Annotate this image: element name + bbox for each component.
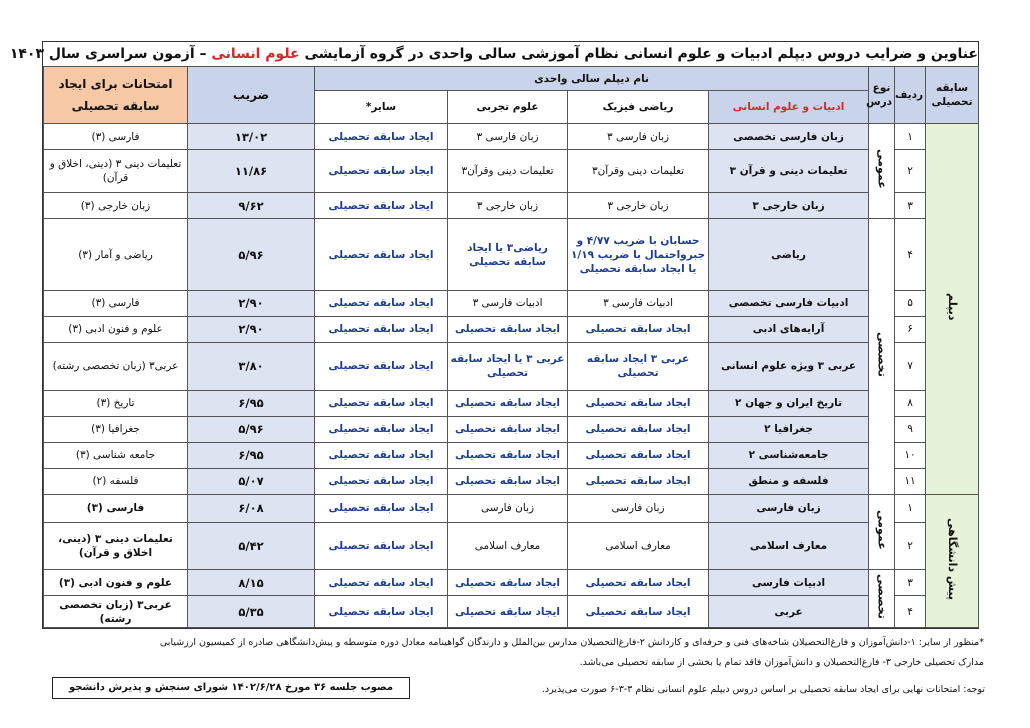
cell-other: ایجاد سابقه تحصیلی — [315, 124, 448, 150]
cell-coef: ۵/۳۵ — [188, 596, 315, 628]
cell-math: عربی ۳ ایجاد سابقه تحصیلی — [568, 342, 709, 390]
cell-humanities: عربی — [709, 596, 869, 628]
group-diploma — [926, 124, 979, 495]
cell-math: ایجاد سابقه تحصیلی — [568, 570, 709, 596]
cell-bio: زبان خارجی ۳ — [448, 193, 568, 219]
cell-exam: فارسی (۳) — [44, 494, 188, 522]
type-specialized-label: تخصصی — [875, 332, 889, 377]
table-row — [44, 442, 979, 468]
table-row — [44, 219, 979, 291]
row-number: ۳ — [895, 193, 926, 219]
cell-other: ایجاد سابقه تحصیلی — [315, 468, 448, 494]
cell-coef: ۶/۹۵ — [188, 390, 315, 416]
cell-coef: ۸/۱۵ — [188, 570, 315, 596]
table-row — [44, 596, 979, 628]
cell-math: حسابان با ضریب ۴/۷۷ و جبرواحتمال با ضریب ۱/۱۹ یا ایجاد سابقه تحصیلی — [568, 219, 709, 291]
header-row-no: ردیف — [895, 67, 926, 124]
title-suffix: – آزمون سراسری سال ۱۴۰۳ — [9, 46, 207, 62]
cell-exam: عربی۳ (زبان تخصصی رشته) — [44, 596, 188, 628]
footnote-line-1: *منظور از سایر: ۱-دانش‌آموزان و فارغ‌التحصیلان شاخه‌های فنی و حرفه‌ای و کاردانش ۲-فارغ‌التحصیلان مدارس بین‌الملل و دارندگان گواهینامه معادل دوره متوسطه و پیش‌دانشگاهی صادره از کمیسیون ارزشیابی — [159, 637, 984, 648]
group-diploma-label: دیپلم — [946, 293, 960, 321]
cell-coef: ۵/۴۲ — [188, 522, 315, 570]
header-col-humanities: ادبیات و علوم انسانی — [709, 91, 869, 124]
header-col-other: سایر* — [315, 91, 448, 124]
header-col-bio: علوم تجربی — [448, 91, 568, 124]
cell-bio: ایجاد سابقه تحصیلی — [448, 416, 568, 442]
cell-other: ایجاد سابقه تحصیلی — [315, 316, 448, 342]
note: توجه: امتحانات نهایی برای ایجاد سابقه تحصیلی بر اساس دروس دیپلم علوم انسانی نظام ۳-۳-۶ صورت می‌پذیرد. — [541, 684, 985, 695]
type-specialized-pre-label: تخصصی — [875, 574, 889, 620]
cell-exam: عربی۳ (زبان تخصصی رشته) — [44, 342, 188, 390]
cell-exam: تاریخ (۳) — [44, 390, 188, 416]
type-general-pre-label: عمومی — [875, 510, 889, 550]
cell-other: ایجاد سابقه تحصیلی — [315, 342, 448, 390]
row-number: ۸ — [895, 390, 926, 416]
cell-bio: ایجاد سابقه تحصیلی — [448, 570, 568, 596]
row-number: ۷ — [895, 342, 926, 390]
cell-bio: ادبیات فارسی ۳ — [448, 290, 568, 316]
cell-other: ایجاد سابقه تحصیلی — [315, 522, 448, 570]
table-row — [44, 416, 979, 442]
cell-exam: تعلیمات دینی ۳ (دینی، اخلاق و قرآن) — [44, 522, 188, 570]
cell-humanities: ریاضی — [709, 219, 869, 291]
cell-bio: ایجاد سابقه تحصیلی — [448, 390, 568, 416]
type-specialized-pre — [869, 570, 895, 628]
cell-coef: ۲/۹۰ — [188, 316, 315, 342]
cell-bio: معارف اسلامی — [448, 522, 568, 570]
header-course-type: نوع درس — [869, 67, 895, 124]
type-general-pre — [869, 494, 895, 570]
cell-coef: ۱۳/۰۲ — [188, 124, 315, 150]
cell-math: ایجاد سابقه تحصیلی — [568, 596, 709, 628]
cell-humanities: جامعه‌شناسی ۲ — [709, 442, 869, 468]
table-row — [44, 390, 979, 416]
cell-coef: ۵/۹۶ — [188, 416, 315, 442]
cell-math: ایجاد سابقه تحصیلی — [568, 442, 709, 468]
cell-humanities: زبان فارسی تخصصی — [709, 124, 869, 150]
cell-other: ایجاد سابقه تحصیلی — [315, 416, 448, 442]
cell-exam: ریاضی و آمار (۳) — [44, 219, 188, 291]
row-number: ۴ — [895, 596, 926, 628]
cell-coef: ۹/۶۲ — [188, 193, 315, 219]
cell-bio: زبان فارسی ۳ — [448, 124, 568, 150]
header-history: سابقه تحصیلی — [926, 67, 979, 124]
title-accent: علوم انسانی — [211, 46, 300, 62]
cell-humanities: تعلیمات دینی و قرآن ۳ — [709, 150, 869, 193]
row-number: ۵ — [895, 290, 926, 316]
cell-coef: ۲/۹۰ — [188, 290, 315, 316]
table-row — [44, 316, 979, 342]
table-row — [44, 342, 979, 390]
cell-exam: جغرافیا (۳) — [44, 416, 188, 442]
footnote — [44, 633, 984, 673]
group-pre-university-label: پیش دانشگاهی — [946, 517, 960, 600]
header-col-math: ریاضی فیزیک — [568, 91, 709, 124]
cell-other: ایجاد سابقه تحصیلی — [315, 570, 448, 596]
table-row — [44, 494, 979, 522]
cell-bio: عربی ۳ یا ایجاد سابقه تحصیلی — [448, 342, 568, 390]
cell-other: ایجاد سابقه تحصیلی — [315, 442, 448, 468]
type-specialized — [869, 219, 895, 494]
row-number: ۴ — [895, 219, 926, 291]
cell-math: ایجاد سابقه تحصیلی — [568, 416, 709, 442]
cell-exam: علوم و فنون ادبی (۳) — [44, 316, 188, 342]
document-title — [9, 42, 978, 67]
row-number: ۱۱ — [895, 468, 926, 494]
cell-humanities: فلسفه و منطق — [709, 468, 869, 494]
cell-coef: ۶/۰۸ — [188, 494, 315, 522]
cell-exam: زبان خارجی (۳) — [44, 193, 188, 219]
cell-exam: علوم و فنون ادبی (۳) — [44, 570, 188, 596]
cell-coef: ۶/۹۵ — [188, 442, 315, 468]
type-general-label: عمومی — [875, 149, 889, 190]
footnote-line-2: مدارک تحصیلی خارجی ۳- فارغ‌التحصیلان و دانش‌آموزان فاقد تمام یا بخشی از سابقه تحصیلی می‌باشد. — [579, 657, 984, 668]
cell-exam: فارسی (۳) — [44, 124, 188, 150]
cell-exam: فارسی (۳) — [44, 290, 188, 316]
table-row — [44, 522, 979, 570]
cell-humanities: عربی ۳ ویژه علوم انسانی — [709, 342, 869, 390]
cell-humanities: ادبیات فارسی تخصصی — [709, 290, 869, 316]
row-number: ۳ — [895, 570, 926, 596]
cell-bio: ایجاد سابقه تحصیلی — [448, 468, 568, 494]
table-row — [44, 124, 979, 150]
cell-math: زبان فارسی ۳ — [568, 124, 709, 150]
row-number: ۱ — [895, 124, 926, 150]
table-row — [44, 193, 979, 219]
cell-math: ایجاد سابقه تحصیلی — [568, 316, 709, 342]
cell-humanities: معارف اسلامی — [709, 522, 869, 570]
title-prefix: عناوین و ضرایب دروس دیپلم ادبیات و علوم انسانی نظام آموزشی سالی واحدی در گروه آزمایشی — [304, 46, 978, 62]
cell-bio: تعلیمات دینی وقرآن۳ — [448, 150, 568, 193]
group-pre-university — [926, 494, 979, 627]
row-number: ۶ — [895, 316, 926, 342]
cell-coef: ۳/۸۰ — [188, 342, 315, 390]
header-exams: امتحانات برای ایجاد سابقه تحصیلی — [44, 67, 188, 124]
table-row — [44, 290, 979, 316]
cell-bio: ریاضی۳ یا ایجاد سابقه تحصیلی — [448, 219, 568, 291]
cell-math: ایجاد سابقه تحصیلی — [568, 390, 709, 416]
cell-other: ایجاد سابقه تحصیلی — [315, 150, 448, 193]
cell-exam: جامعه شناسی (۳) — [44, 442, 188, 468]
cell-bio: زبان فارسی — [448, 494, 568, 522]
cell-math: تعلیمات دینی وقرآن۳ — [568, 150, 709, 193]
cell-coef: ۵/۰۷ — [188, 468, 315, 494]
cell-other: ایجاد سابقه تحصیلی — [315, 219, 448, 291]
cell-other: ایجاد سابقه تحصیلی — [315, 494, 448, 522]
table-row — [44, 150, 979, 193]
cell-humanities: آرایه‌های ادبی — [709, 316, 869, 342]
row-number: ۱ — [895, 494, 926, 522]
cell-other: ایجاد سابقه تحصیلی — [315, 390, 448, 416]
coefficients-table — [43, 66, 979, 628]
cell-exam: فلسفه (۲) — [44, 468, 188, 494]
table-row — [44, 570, 979, 596]
cell-bio: ایجاد سابقه تحصیلی — [448, 316, 568, 342]
cell-math: زبان فارسی — [568, 494, 709, 522]
cell-humanities: تاریخ ایران و جهان ۲ — [709, 390, 869, 416]
cell-math: ادبیات فارسی ۳ — [568, 290, 709, 316]
header-coef: ضریب — [188, 67, 315, 124]
cell-math: معارف اسلامی — [568, 522, 709, 570]
approval-box: مصوب جلسه ۳۶ مورخ ۱۴۰۲/۶/۲۸ شورای سنجش و پذیرش دانشجو — [52, 677, 410, 699]
cell-humanities: زبان خارجی ۳ — [709, 193, 869, 219]
cell-bio: ایجاد سابقه تحصیلی — [448, 442, 568, 468]
type-general — [869, 124, 895, 219]
cell-coef: ۱۱/۸۶ — [188, 150, 315, 193]
row-number: ۹ — [895, 416, 926, 442]
row-number: ۱۰ — [895, 442, 926, 468]
cell-other: ایجاد سابقه تحصیلی — [315, 193, 448, 219]
cell-math: ایجاد سابقه تحصیلی — [568, 468, 709, 494]
document-frame — [9, 41, 979, 629]
table-row — [44, 468, 979, 494]
cell-humanities: زبان فارسی — [709, 494, 869, 522]
cell-exam: تعلیمات دینی ۳ (دینی، اخلاق و قرآن) — [44, 150, 188, 193]
header-diploma-name: نام دیپلم سالی واحدی — [315, 67, 869, 91]
row-number: ۲ — [895, 522, 926, 570]
cell-other: ایجاد سابقه تحصیلی — [315, 596, 448, 628]
cell-humanities: جغرافیا ۲ — [709, 416, 869, 442]
cell-coef: ۵/۹۶ — [188, 219, 315, 291]
row-number: ۲ — [895, 150, 926, 193]
cell-humanities: ادبیات فارسی — [709, 570, 869, 596]
cell-math: زبان خارجی ۳ — [568, 193, 709, 219]
cell-other: ایجاد سابقه تحصیلی — [315, 290, 448, 316]
cell-bio: ایجاد سابقه تحصیلی — [448, 596, 568, 628]
